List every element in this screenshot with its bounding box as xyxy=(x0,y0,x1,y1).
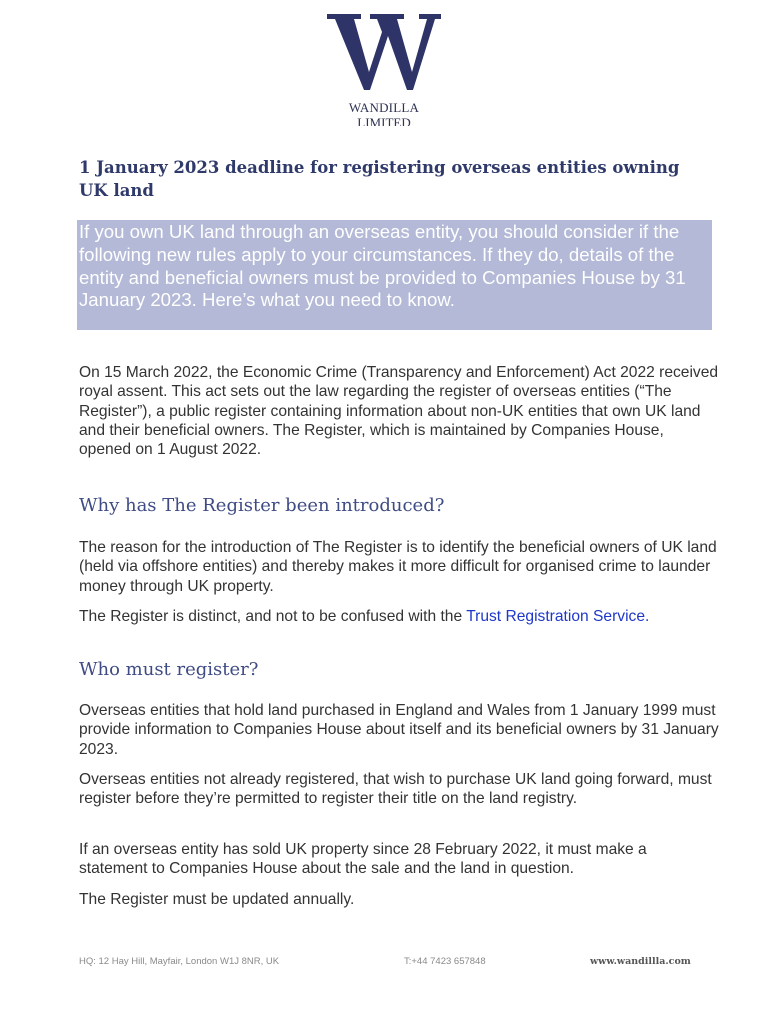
footer-phone: T:+44 7423 657848 xyxy=(404,956,486,967)
section-heading-who: Who must register? xyxy=(79,659,259,680)
company-logo xyxy=(0,14,768,126)
why-paragraph-2 xyxy=(79,607,719,626)
footer-address: HQ: 12 Hay Hill, Mayfair, London W1J 8NR, UK xyxy=(79,956,280,967)
section-heading-why: Why has The Register been introduced? xyxy=(79,495,445,516)
w-logo-mark xyxy=(327,14,441,90)
logo-company-name: WANDILLA xyxy=(348,100,420,115)
intro-callout: If you own UK land through an overseas entity, you should consider if the following new rules apply to your circumstances. If they do, details of the entity and beneficial owners must be provided to Companies House by 31 January 2023. Here’s what you need to know. xyxy=(77,220,712,330)
act-paragraph: On 15 March 2022, the Economic Crime (Transparency and Enforcement) Act 2022 received royal assent. This act sets out the law regarding the register of overseas entities (“The Register”), a public register containing information about non-UK entities that own UK land and their beneficial owners. The Register, which is maintained by Companies House, opened on 1 August 2022. xyxy=(79,364,719,459)
why-paragraph-2-text: The Register is distinct, and not to be confused with the xyxy=(79,608,467,625)
logo-company-suffix: LIMITED xyxy=(357,116,411,126)
trust-registration-service-link[interactable]: Trust Registration Service. xyxy=(466,608,650,625)
who-paragraph-4: The Register must be updated annually. xyxy=(79,891,355,908)
page-title: 1 January 2023 deadline for registering overseas entities owning UK land xyxy=(79,158,680,200)
who-paragraph-2: Overseas entities not already registered, that wish to purchase UK land going forward, must register before they’re permitted to register their title on the land registry. xyxy=(79,771,712,808)
why-paragraph-1: The reason for the introduction of The Register is to identify the beneficial owners of UK land (held via offshore entities) and thereby makes it more difficult for organised crime to launder money through UK property. xyxy=(79,539,717,595)
footer-website: www.wandillla.com xyxy=(590,956,691,967)
who-paragraph-3: If an overseas entity has sold UK property since 28 February 2022, it must make a statement to Companies House about the sale and the land in question. xyxy=(79,841,647,878)
who-paragraph-1: Overseas entities that hold land purchased in England and Wales from 1 January 1999 must provide information to Companies House about itself and its beneficial owners by 31 January 2023. xyxy=(79,702,719,758)
